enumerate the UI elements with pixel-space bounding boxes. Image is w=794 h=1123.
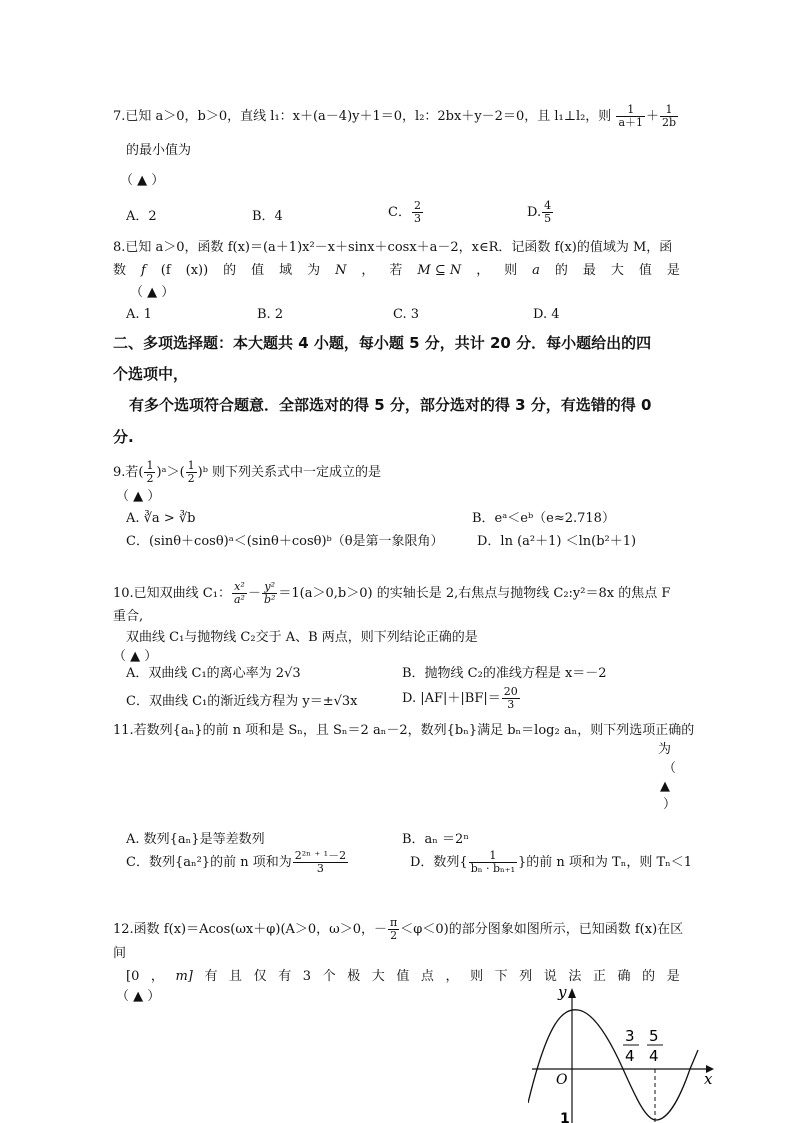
q11-option-b: B．aₙ ＝2ⁿ	[402, 832, 469, 847]
cosine-graph	[528, 980, 720, 1123]
q11-marker-triangle: ▲	[660, 779, 670, 794]
q12-stem-line2: 间	[113, 946, 127, 961]
section2-heading: 二、多项选择题：本大题共 4 小题，每小题 5 分，共计 20 分．每小题给出的四	[113, 334, 652, 352]
q10-option-c: C．双曲线 C₁的渐近线方程为 y＝±√3x	[126, 694, 358, 709]
tick-3-4-num: 3	[625, 1027, 635, 1045]
q8-answer-marker: （ ▲ ）	[130, 285, 175, 300]
q7-option-d: D. $\frac{4}{5}$	[527, 199, 552, 225]
q7-option-a: A．2	[126, 209, 157, 224]
q11-stem: 11.若数列{aₙ}的前 n 项和是 Sₙ，且 Sₙ＝2 aₙ－2，数列{bₙ}满足 bₙ＝log₂ aₙ，则下列选项正确的	[113, 723, 695, 738]
y-axis-arrow-icon	[568, 988, 576, 998]
section2-heading-line3: 有多个选项符合题意．全部选对的得 5 分，部分选对的得 3 分，有选错的得 0	[129, 396, 652, 414]
q12-answer-marker: （ ▲ ）	[116, 989, 161, 1004]
q10-stem-line3: 双曲线 C₁与抛物线 C₂交于 A、B 两点，则下列结论正确的是	[126, 630, 478, 645]
q10-stem: 10.已知双曲线 C₁： $\frac{\text{x²}}{\text{a²}}$ － $\frac{\text{y²}}{\text{b²}}$ ＝1(a＞0,b＞0) 的实轴长是 2,右焦点与抛物线 C₂:y²＝8x 的焦点 F	[113, 580, 671, 606]
tick-3-4-den: 4	[625, 1047, 635, 1065]
q11-marker-close: ）	[663, 797, 677, 812]
q7-stem: 7.已知 a＞0，b＞0，直线 l₁：x＋(a－4)y＋1＝0，l₂：2bx＋y－2＝0，且 l₁⊥l₂，则 $\frac{1}{a+1}$ ＋ $\frac{1}{2b}$	[113, 103, 677, 129]
q10-option-a: A．双曲线 C₁的离心率为 2√3	[126, 666, 301, 681]
q12-stem-line3: [0 ， m] 有 且 仅 有 3 个 极 大 值 点 ， 则 下 列 说 法 正 确 的 是	[126, 969, 680, 984]
q8-stem: 8.已知 a＞0，函数 f(x)＝(a＋1)x²－x＋sinx＋cosx＋a－2，x∈R．记函数 f(x)的值域为 M，函	[113, 240, 673, 255]
q7-option-c: C． $\frac{2}{3}$	[388, 199, 421, 225]
q11-option-d: D．数列{ $\frac{1}{\text{bₙ · bₙ₊₁}}$ }的前 n 项和为 Tₙ，则 Tₙ＜1	[410, 849, 693, 875]
q9-stem: 9.若( $\frac{1}{2}$ )ᵃ＞( $\frac{1}{2}$ )ᵇ 则下列关系式中一定成立的是	[113, 459, 382, 485]
tick-5-4-den: 4	[649, 1047, 659, 1065]
q9-option-b: B．eᵃ＜eᵇ（e≈2.718）	[472, 511, 615, 526]
q7-answer-marker: （ ▲ ）	[120, 173, 165, 188]
q8-option-d: D. 4	[533, 307, 560, 322]
q10-option-d: D. |AF|＋|BF|＝ $\frac{20}{3}$	[402, 685, 518, 711]
q10-option-b: B．抛物线 C₂的准线方程是 x＝－2	[402, 666, 607, 681]
section2-heading-line4: 分.	[113, 428, 134, 446]
q9-option-c: C．(sinθ＋cosθ)ᵃ＜(sinθ＋cosθ)ᵇ（θ是第一象限角）	[126, 534, 444, 549]
cosine-curve	[528, 1010, 698, 1120]
y-label: y	[558, 983, 567, 1001]
bottom-label: 1	[560, 1111, 570, 1123]
q9-answer-marker: （ ▲ ）	[116, 489, 161, 504]
tick-5-4-num: 5	[649, 1027, 659, 1045]
x-label: x	[704, 1070, 713, 1088]
q8-stem-line2: 数 f (f (x)) 的 值 域 为 N ， 若 M ⊆ N ， 则 a 的 最 大 值 是	[113, 263, 680, 278]
q7-option-b: B．4	[252, 209, 283, 224]
q8-option-b: B. 2	[257, 307, 284, 322]
q9-option-d: D．ln (a²＋1) ＜ln(b²＋1)	[477, 534, 637, 549]
q7-fraction-2: $\frac{1}{2b}$	[662, 103, 677, 129]
q7-stem-cont: 的最小值为	[126, 143, 192, 158]
q7-fraction-1: $\frac{1}{a+1}$	[618, 103, 644, 129]
q10-stem-line2: 重合,	[113, 609, 144, 624]
q11-stem-wei: 为	[658, 742, 672, 757]
q12-stem: 12.函数 f(x)＝Acos(ωx＋φ)(A＞0，ω＞0，－ $\frac{\pi}{2}$ ＜φ＜0)的部分图象如图所示，已知函数 f(x)在区	[113, 916, 684, 942]
q8-option-a: A. 1	[126, 307, 152, 322]
q11-option-c: C．数列{aₙ²}的前 n 项和为 $\frac{\text{2²ⁿ ⁺ ¹－2}}{3}$	[126, 849, 347, 875]
q10-answer-marker: （ ▲ ）	[113, 649, 158, 664]
q9-option-a: A. ∛a > ∛b	[126, 511, 196, 526]
section2-heading-line2: 个选项中，	[113, 365, 189, 383]
origin-label: O	[556, 1072, 568, 1088]
q8-option-c: C. 3	[393, 307, 420, 322]
q11-option-a: A. 数列{aₙ}是等差数列	[126, 832, 265, 847]
q11-marker-open: （	[663, 761, 677, 776]
